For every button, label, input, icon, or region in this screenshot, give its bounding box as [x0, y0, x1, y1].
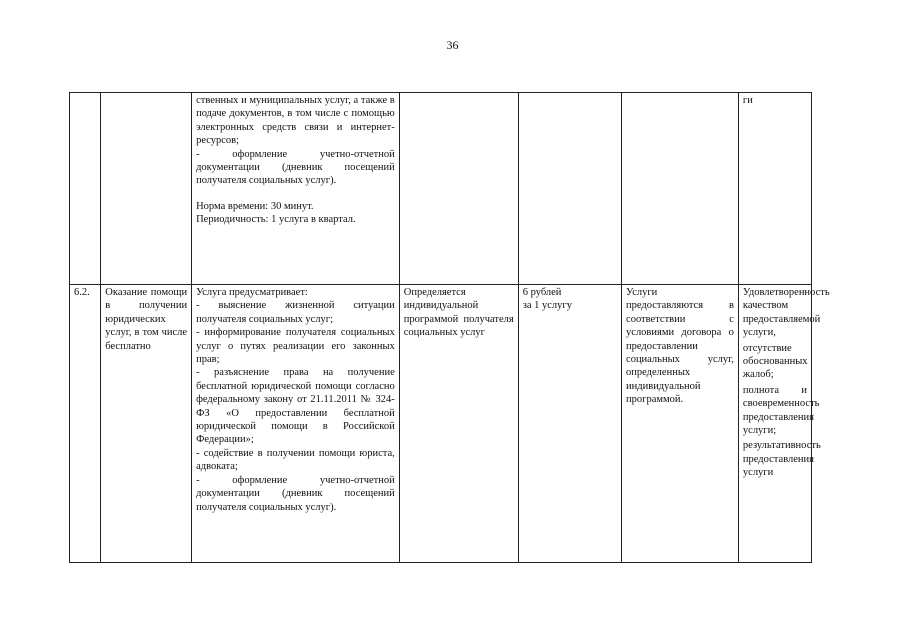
description-paragraph: - оформление учетно-отчетной документации (дневник посещений получателя социальных услуг).: [196, 474, 395, 513]
service-volume-cell: [399, 93, 518, 285]
description-paragraph: ственных и муниципальных услуг, а также в подаче документов, в том числе с помощью электронных средств связи и интернет-ресурсов;: [196, 95, 395, 147]
service-volume-cell: Определяется индивидуальной программой получателя социальных услуг: [399, 285, 518, 563]
criterion: отсутствие обоснованных жалоб;: [742, 342, 808, 381]
price-amount: 6 рублей: [522, 287, 562, 298]
service-conditions-cell: Услуги предоставляются в соответствии с условиями договора о предоставлении социальных услуг, определенных индивидуальной программой.: [622, 285, 739, 563]
criterion: результативность предоставления услуги: [742, 440, 821, 479]
service-price-cell: [518, 285, 621, 563]
description-paragraph: - выяснение жизненной ситуации получателя социальных услуг;: [196, 300, 395, 325]
service-name-cell: [101, 93, 192, 285]
quality-criteria-cell: [738, 285, 830, 563]
periodicity: Периодичность: 1 услуга в квартал.: [196, 214, 356, 226]
description-paragraph: - разъяснение права на получение бесплатной юридической помощи согласно федеральному закону от 21.11.2011 № 324-ФЗ «О предоставлении бесплатной юридической помощи в Российской Федерации»;: [196, 367, 395, 446]
service-conditions-cell: [622, 93, 739, 285]
table-row: [70, 285, 812, 563]
services-table: [69, 92, 830, 563]
criterion: полнота и своевременность предоставления услуги;: [742, 384, 820, 437]
description-paragraph: - оформление учетно-отчетной документации (дневник посещений получателя социальных услуг).: [196, 148, 395, 187]
description-paragraph: Услуга предусматривает:: [196, 287, 308, 298]
description-paragraph: - содействие в получении помощи юриста, адвоката;: [196, 447, 395, 473]
time-norm: Норма времени: 30 минут.: [196, 200, 314, 212]
quality-criteria-cell: ги: [738, 93, 811, 285]
price-unit: за 1 услугу: [522, 300, 572, 312]
description-paragraph: - информирование получателя социальных услуг о путях реализации его законных прав;: [196, 327, 395, 366]
table-row: [70, 93, 812, 285]
description-spacer: [196, 188, 395, 200]
page-number: 36: [446, 38, 459, 52]
service-price-cell: [518, 93, 621, 285]
service-description-cell: [192, 285, 400, 563]
row-number-cell: [70, 93, 101, 285]
service-description-cell: [192, 93, 400, 285]
service-name-cell: Оказание помощи в получении юридических услуг, в том числе бесплатно: [101, 285, 192, 563]
criterion: Удовлетворенность качеством предоставляемой услуги,: [742, 287, 830, 339]
row-number-cell: 6.2.: [70, 285, 101, 563]
